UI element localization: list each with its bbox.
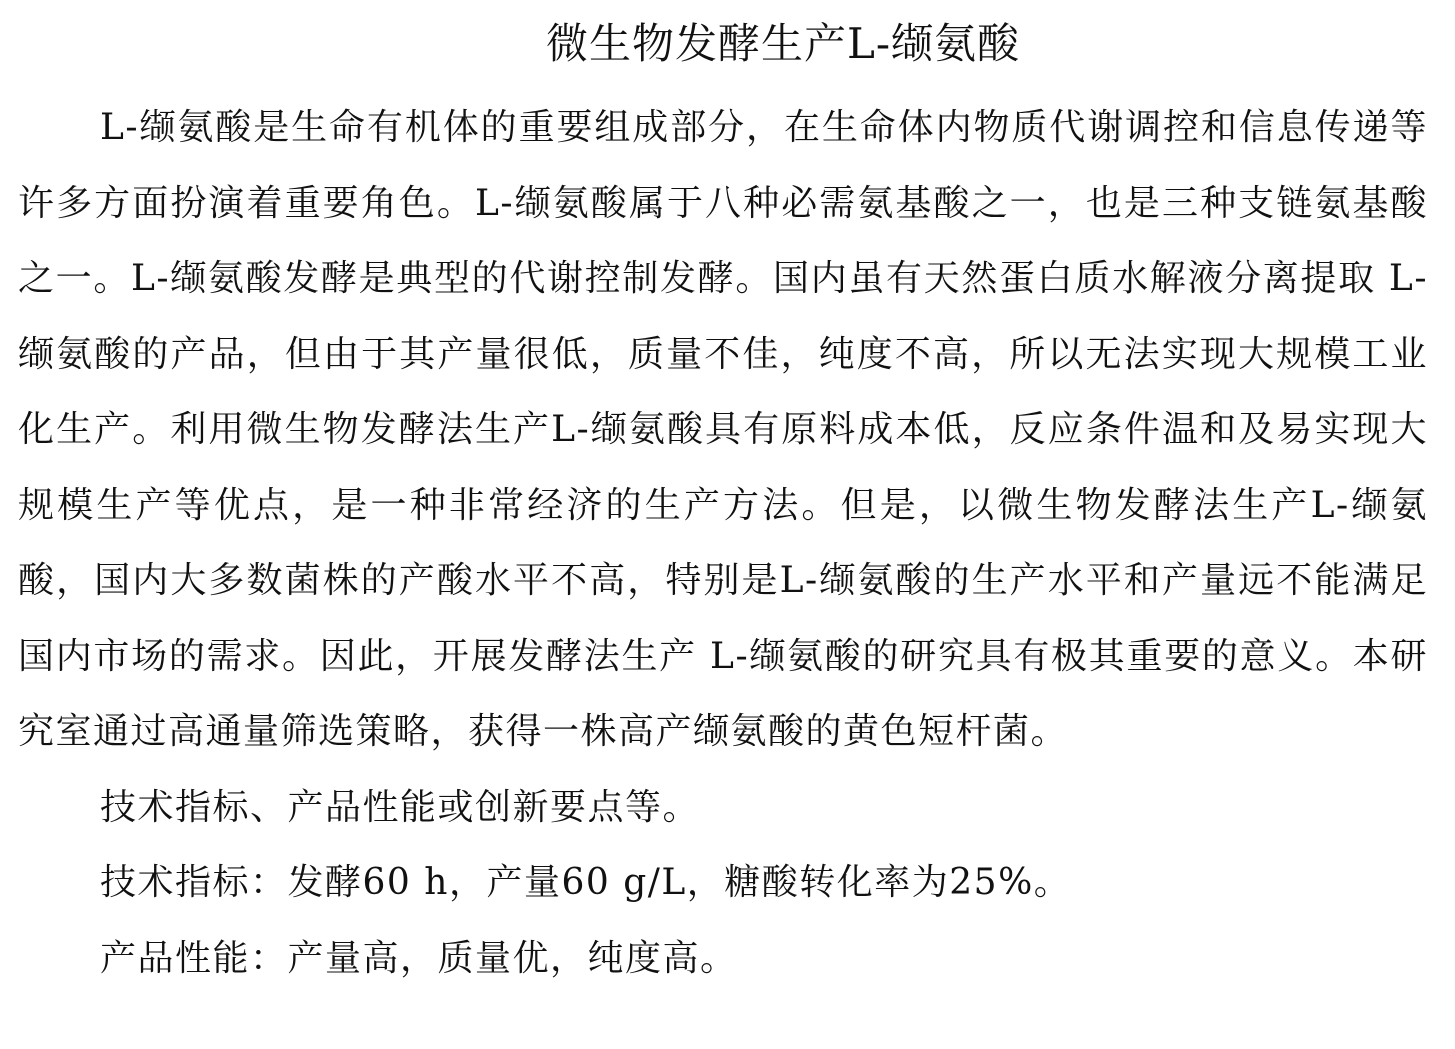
- document-title: 微生物发酵生产L-缬氨酸: [545, 19, 1021, 68]
- intro-paragraph: L-缬氨酸是生命有机体的重要组成部分，在生命体内物质代谢调控和信息传递等许多方面扮演着重要角色。L-缬氨酸属于八种必需氨基酸之一，也是三种支链氨基酸之一。L-缬氨酸发酵是典型的代谢控制发酵。国内虽有天然蛋白质水解液分离提取 L-缬氨酸的产品，但由于其产量很低，质量不佳，纯度不高，所以无法实现大规模工业化生产。利用微生物发酵法生产L-缬氨酸具有原料成本低，反应条件温和及易实现大规模生产等优点，是一种非常经济的生产方法。但是，以微生物发酵法生产L-缬氨酸，国内大多数菌株的产酸水平不高，特别是L-缬氨酸的生产水平和产量远不能满足国内市场的需求。因此，开展发酵法生产 L-缬氨酸的研究具有极其重要的意义。本研究室通过高通量筛选策略，获得一株高产缬氨酸的黄色短杆菌。: [18, 107, 1428, 752]
- product-performance-paragraph: 产品性能：产量高，质量优，纯度高。: [100, 937, 738, 979]
- section-heading-paragraph: 技术指标、产品性能或创新要点等。: [100, 786, 701, 828]
- technical-indicators-paragraph: 技术指标：发酵60 h，产量60 g/L，糖酸转化率为25%。: [100, 862, 1072, 903]
- document-page: [18, 0, 1428, 996]
